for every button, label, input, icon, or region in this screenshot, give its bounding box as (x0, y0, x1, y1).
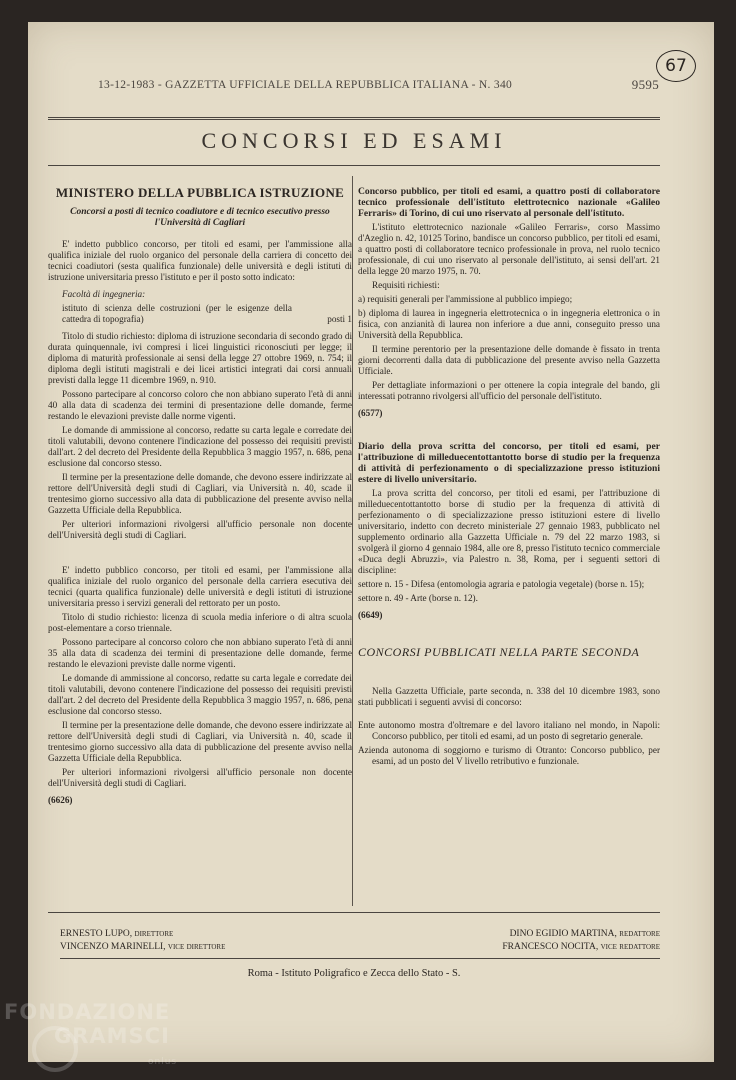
faculty-label: Facoltà di ingegneria: (62, 289, 146, 299)
paragraph: Titolo di studio richiesto: licenza di scuola media inferiore o di altra scuola post-elementare a corso triennale. (48, 612, 352, 633)
printer-rule (60, 958, 660, 959)
archive-watermark (4, 1000, 170, 1024)
header-rule-2 (48, 119, 660, 120)
column-divider (352, 176, 353, 906)
paragraph: Il termine per la presentazione delle domande, che devono essere indirizzate al rettore dell'Università degli studi di Cagliari, via Università n. 40, scade il trentesimo giorno successivo alla data di pubblicazione del presente avviso nella Gazzetta Ufficiale della Repubblica. (48, 472, 352, 515)
entry-item: Azienda autonoma di soggiorno e turismo di Otranto: Concorso pubblico, per esami, ad un posto del V livello retributivo e funzionale. (358, 745, 660, 766)
editors-right (502, 928, 660, 954)
right-column (358, 186, 660, 770)
paragraph: Possono partecipare al concorso coloro che non abbiano superato l'età di anni 35 alla data di scadenza dei termini di presentazione delle domande, ferme restando le elevazioni previste dalle norme vigenti. (48, 637, 352, 669)
ministry-title: MINISTERO DELLA PUBBLICA ISTRUZIONE (55, 185, 345, 200)
entry-item: Ente autonomo mostra d'oltremare e del lavoro italiano nel mondo, in Napoli: Concorso pubblico, per titoli ed esami, ad un posto di segretario generale. (358, 720, 660, 741)
sector-item: settore n. 49 - Arte (borse n. 12). (358, 593, 478, 603)
paragraph: Nella Gazzetta Ufficiale, parte seconda, n. 338 del 10 dicembre 1983, sono stati pubblicati i seguenti avvisi di concorso: (358, 686, 660, 707)
paragraph: Possono partecipare al concorso coloro che non abbiano superato l'età di anni 40 alla data di scadenza dei termini di presentazione delle domande, ferme restando le elevazioni previste dalle norme vigenti. (48, 389, 352, 421)
post-description: istituto di scienza delle costruzioni (per le esigenze della cattedra di topografia) (62, 303, 292, 324)
paragraph: Per dettagliate informazioni o per ottenere la copia integrale del bando, gli interessati potranno rivolgersi all'ufficio del personale dell'istituto. (358, 380, 660, 401)
director-line: ERNESTO LUPO, direttore (60, 929, 174, 939)
header-title: 13-12-1983 - GAZZETTA UFFICIALE DELLA REPUBBLICA ITALIANA - N. 340 (98, 79, 513, 91)
paragraph: E' indetto pubblico concorso, per titoli ed esami, per l'ammissione alla qualifica iniziale del ruolo organico del personale della carriera esecutiva dei tecnici (quarta qualifica funzionale) delle università e degli istituti di istruzione universitaria presso i servizi generali del rettorato per un posto. (48, 565, 352, 608)
requirements-label: Requisiti richiesti: (372, 280, 440, 290)
notice-code: (6577) (358, 408, 383, 418)
page-number: 9595 (631, 77, 659, 92)
sector-item: settore n. 15 - Difesa (entomologia agraria e patologia vegetale) (borse n. 15); (358, 579, 645, 589)
post-count: posti 1 (327, 314, 352, 324)
paragraph: Per ulteriori informazioni rivolgersi all'ufficio personale non docente dell'Università degli studi di Cagliari. (48, 519, 352, 540)
announcement-subtitle: Concorsi a posti di tecnico coadiutore e di tecnico esecutivo presso l'Università di Cagliari (70, 207, 330, 228)
paragraph: La prova scritta del concorso, per titoli ed esami, per l'attribuzione di milleduecentottantotto borse di studio per la frequenza di attività di perfezionamento o di specializzazione presso istituzioni estere di livello universitario, indetto con decreto ministeriale 27 gennaio 1983, pubblicato nel supplemento ordinario alla Gazzetta Ufficiale n. 79 del 22 marzo 1983, si svolgerà il giorno 4 gennaio 1984, alle ore 8, presso l'istituto tecnico commerciale «Duca degli Abruzzi», via Palestro n. 38, Roma, per i seguenti settori di discipline: (358, 488, 660, 575)
watermark-line2: GRAMSCI (54, 1024, 170, 1048)
requirement-b: b) diploma di laurea in ingegneria elettrotecnica o in ingegneria elettronica o in fisica, con anzianità di laurea non inferiore a due anni, conseguito presso una Università della Repubblica. (358, 308, 660, 340)
section-heading: CONCORSI PUBBLICATI NELLA PARTE SECONDA (358, 645, 640, 659)
paragraph: Per ulteriori informazioni rivolgersi all'ufficio personale non docente dell'Università degli studi di Cagliari. (48, 767, 352, 788)
vice-director-line: VINCENZO MARINELLI, vice direttore (60, 942, 226, 952)
printer-line: Roma - Istituto Poligrafico e Zecca dello Stato - S. (247, 968, 461, 979)
editor-line: DINO EGIDIO MARTINA, redattore (509, 929, 660, 939)
left-column (48, 186, 352, 812)
paragraph: L'istituto elettrotecnico nazionale «Galileo Ferraris», corso Massimo d'Azeglio n. 42, 10125 Torino, bandisce un concorso pubblico, per titoli ed esami, a quattro posti di collaboratore tecnico professionale in prova, nel ruolo tecnico professionale, di cui uno riservato al personale dell'istituto, ai sensi dell'art. 21 della legge 20 marzo 1975, n. 70. (358, 222, 660, 276)
paragraph: Le domande di ammissione al concorso, redatte su carta legale e corredate dei titoli valutabili, devono contenere l'indicazione del possesso dei requisiti previsti dall'art. 2 del decreto del Presidente della Repubblica 3 maggio 1957, n. 686, pena esclusione dal concorso stesso. (48, 673, 352, 716)
handwritten-page-stamp: 67 (656, 50, 696, 82)
editors-left (60, 928, 225, 954)
header-rule (48, 117, 660, 118)
banner-rule (48, 165, 660, 166)
post-row (62, 303, 352, 325)
watermark-line1: FONDAZIONE (4, 1000, 171, 1024)
notice-code: (6626) (48, 795, 73, 805)
requirement-a: a) requisiti generali per l'ammissione al pubblico impiego; (358, 294, 573, 304)
paragraph: Titolo di studio richiesto: diploma di istruzione secondaria di secondo grado di durata quinquennale, ivi compresi i licei linguistici riconosciuti per legge; il diploma di maturità professionale ai sensi della legge 27 ottobre 1969, n. 754; il diploma degli istituti magistrali e dei licei artistici integrati dai corsi annuali previsti dalla legge 11 dicembre 1969, n. 910. (48, 331, 352, 385)
paragraph: Il termine perentorio per la presentazione delle domande è fissato in trenta giorni decorrenti dalla data di pubblicazione del presente avviso nella Gazzetta Ufficiale. (358, 344, 660, 376)
section-banner: CONCORSI ED ESAMI (201, 128, 507, 153)
paragraph: Il termine per la presentazione delle domande, che devono essere indirizzate al rettore dell'Università degli studi di Cagliari, via Università n. 40, scade il trentesimo giorno successivo alla data di pubblicazione del presente avviso nella Gazzetta Ufficiale della Repubblica. (48, 720, 352, 763)
notice-code: (6649) (358, 610, 383, 620)
notice-heading: Concorso pubblico, per titoli ed esami, a quattro posti di collaboratore tecnico professionale dell'istituto elettrotecnico nazionale «Galileo Ferraris» di Torino, di cui uno riservato al personale dell'istituto. (358, 186, 660, 219)
vice-editor-line: FRANCESCO NOCITA, vice redattore (502, 942, 660, 952)
watermark-line3: onlus (148, 1057, 178, 1067)
paragraph: Le domande di ammissione al concorso, redatte su carta legale e corredate dei titoli valutabili, devono contenere l'indicazione del possesso dei requisiti previsti dall'art. 2 del decreto del Presidente della Repubblica 3 maggio 1957, n. 686, pena esclusione dal concorso stesso. (48, 425, 352, 468)
paragraph: E' indetto pubblico concorso, per titoli ed esami, per l'ammissione alla qualifica iniziale del ruolo organico del personale della carriera di concetto dei tecnici coadiutori (sesta qualifica funzionale) delle università e degli istituti di istruzione universitaria presso l'istituto e per il posto sotto indicato: (48, 239, 352, 282)
notice-heading: Diario della prova scritta del concorso, per titoli ed esami, per l'attribuzione di milleduecentottantotto borse di studio per la frequenza di attività di perfezionamento o di specializzazione presso istituzioni estere di livello universitario. (358, 441, 660, 485)
footer-rule (48, 912, 660, 913)
